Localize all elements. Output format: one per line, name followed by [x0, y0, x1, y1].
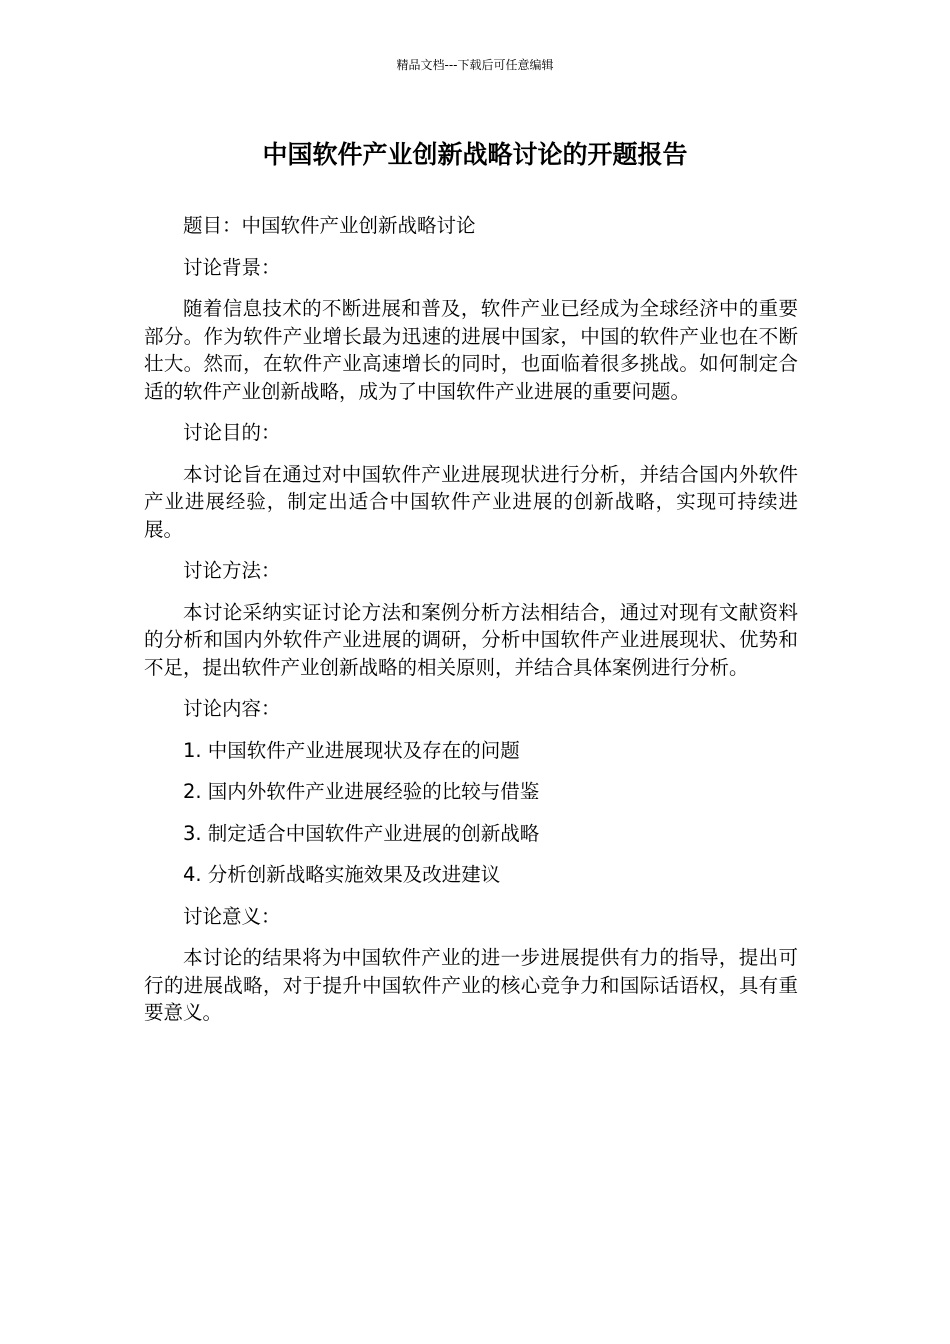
list-item: 2. 国内外软件产业进展经验的比较与借鉴 — [183, 780, 540, 803]
list-item: 1. 中国软件产业进展现状及存在的问题 — [183, 738, 520, 762]
list-item: 4. 分析创新战略实施效果及改进建议 — [183, 863, 501, 886]
contents-label: 讨论内容： — [183, 697, 281, 720]
method-text: 本讨论采纳实证讨论方法和案例分析方法相结合，通过对现有文献资料的分析和国内外软件产业进展的调研，分析中国软件产业进展现状、优势和不足，提出软件产业创新战略的相关原则，并结合具体案例进行分析。 — [144, 600, 798, 679]
purpose-label: 讨论目的： — [183, 421, 281, 444]
purpose-text: 本讨论旨在通过对中国软件产业进展现状进行分析，并结合国内外软件产业进展经验，制定出适合中国软件产业进展的创新战略，实现可持续进展。 — [144, 462, 798, 541]
header-note: 精品文档---下载后可任意编辑 — [396, 58, 554, 72]
significance-label: 讨论意义： — [183, 904, 281, 928]
background-text: 随着信息技术的不断进展和普及，软件产业已经成为全球经济中的重要部分。作为软件产业增长最为迅速的进展中国家，中国的软件产业也在不断壮大。然而，在软件产业高速增长的同时，也面临着很多挑战。如何制定合适的软件产业创新战略，成为了中国软件产业进展的重要问题。 — [144, 297, 798, 403]
method-label: 讨论方法： — [183, 559, 281, 582]
background-label: 讨论背景： — [183, 255, 281, 279]
list-item: 3. 制定适合中国软件产业进展的创新战略 — [183, 821, 540, 845]
significance-text: 本讨论的结果将为中国软件产业的进一步进展提供有力的指导，提出可行的进展战略，对于提升中国软件产业的核心竞争力和国际话语权，具有重要意义。 — [144, 946, 798, 1024]
topic-line: 题目：中国软件产业创新战略讨论 — [183, 214, 476, 237]
document-body — [144, 212, 798, 1041]
document-title: 中国软件产业创新战略讨论的开题报告 — [262, 140, 688, 169]
